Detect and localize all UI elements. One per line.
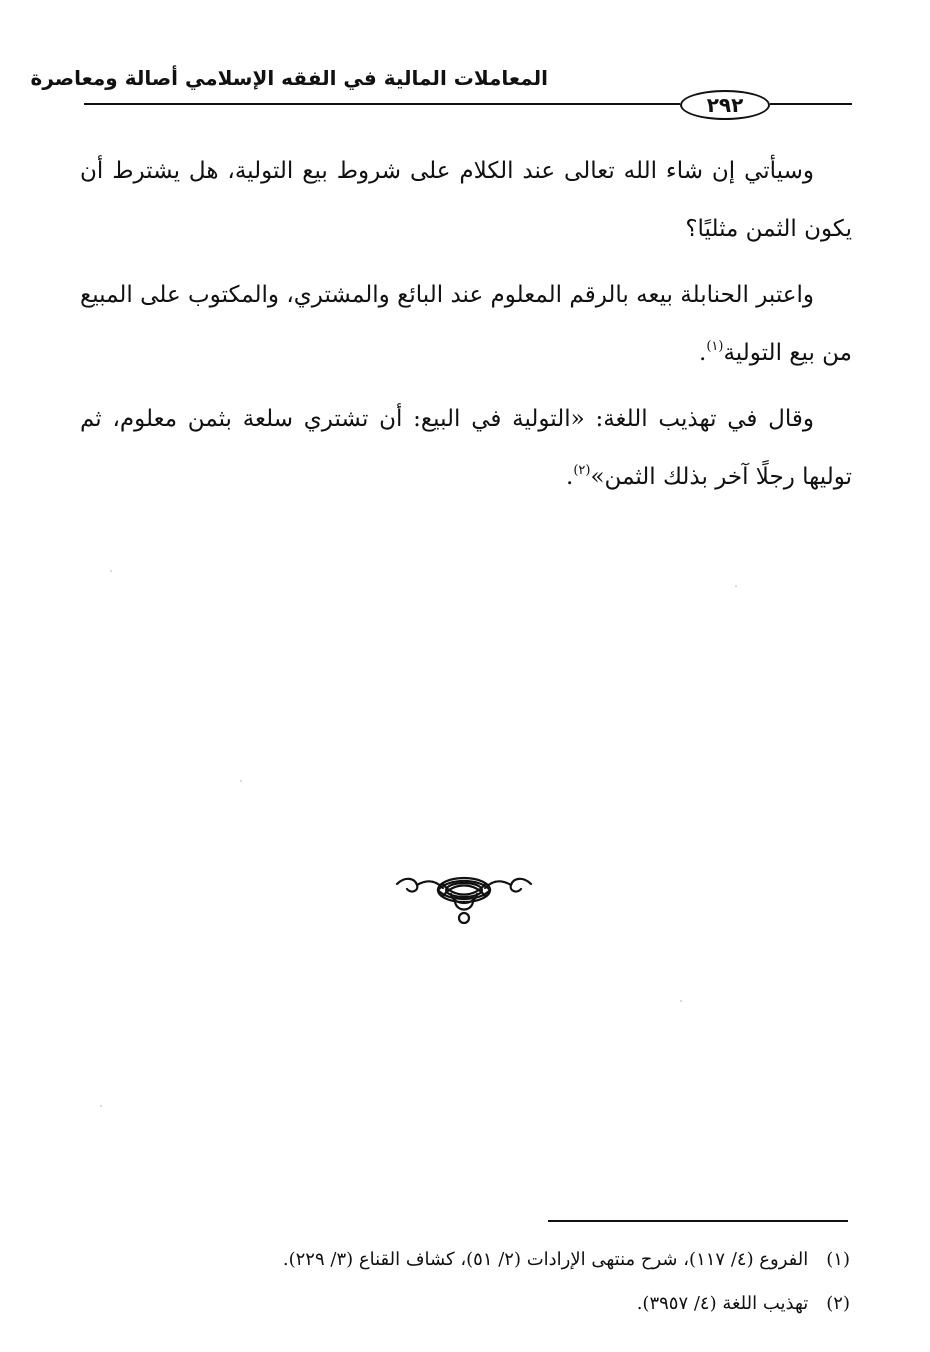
page-number-badge: ٢٩٢	[680, 90, 770, 120]
paragraph-3-end: .	[566, 464, 574, 490]
decorative-knot-ornament-icon	[393, 870, 535, 926]
running-head-title: المعاملات المالية في الفقه الإسلامي أصالة ومعاصرة	[30, 66, 548, 90]
footnote-text: الفروع (٤/ ١١٧)، شرح منتهى الإرادات (٢/ ٥١)، كشاف القناع (٣/ ٢٢٩).	[282, 1249, 809, 1270]
paragraph-3-text: وقال في تهذيب اللغة: «التولية في البيع: أن تشتري سلعة بثمن معلوم، ثم توليها رجلًا آخر بذلك الثمن»	[80, 406, 852, 490]
paper-speck	[735, 585, 737, 587]
paragraph-1: وسيأتي إن شاء الله تعالى عند الكلام على شروط بيع التولية، هل يشترط أن يكون الثمن مثليًا؟	[80, 158, 852, 242]
footnote-number: (١)	[826, 1249, 850, 1270]
header-rule-left	[84, 103, 680, 105]
footnote-ref-2: (٢)	[573, 463, 591, 478]
footnote-1	[90, 1238, 850, 1282]
main-text	[80, 142, 852, 514]
footnote-text: تهذيب اللغة (٤/ ٣٩٥٧).	[636, 1293, 809, 1314]
header-rule-right	[770, 103, 852, 105]
footnotes	[90, 1238, 850, 1326]
paragraph-2	[80, 266, 852, 382]
footnote-separator	[548, 1220, 848, 1222]
paper-speck	[110, 570, 112, 572]
paper-speck	[240, 780, 242, 782]
paper-speck	[680, 1000, 682, 1002]
paragraph-2-text: واعتبر الحنابلة بيعه بالرقم المعلوم عند البائع والمشتري، والمكتوب على المبيع من بيع التولية	[80, 282, 852, 366]
footnote-ref-1: (١)	[706, 339, 724, 354]
paragraph-2-end: .	[699, 340, 707, 366]
footnote-2	[90, 1282, 850, 1326]
paper-speck	[100, 1105, 102, 1107]
paragraph-3	[80, 390, 852, 506]
footnote-number: (٢)	[826, 1293, 850, 1314]
